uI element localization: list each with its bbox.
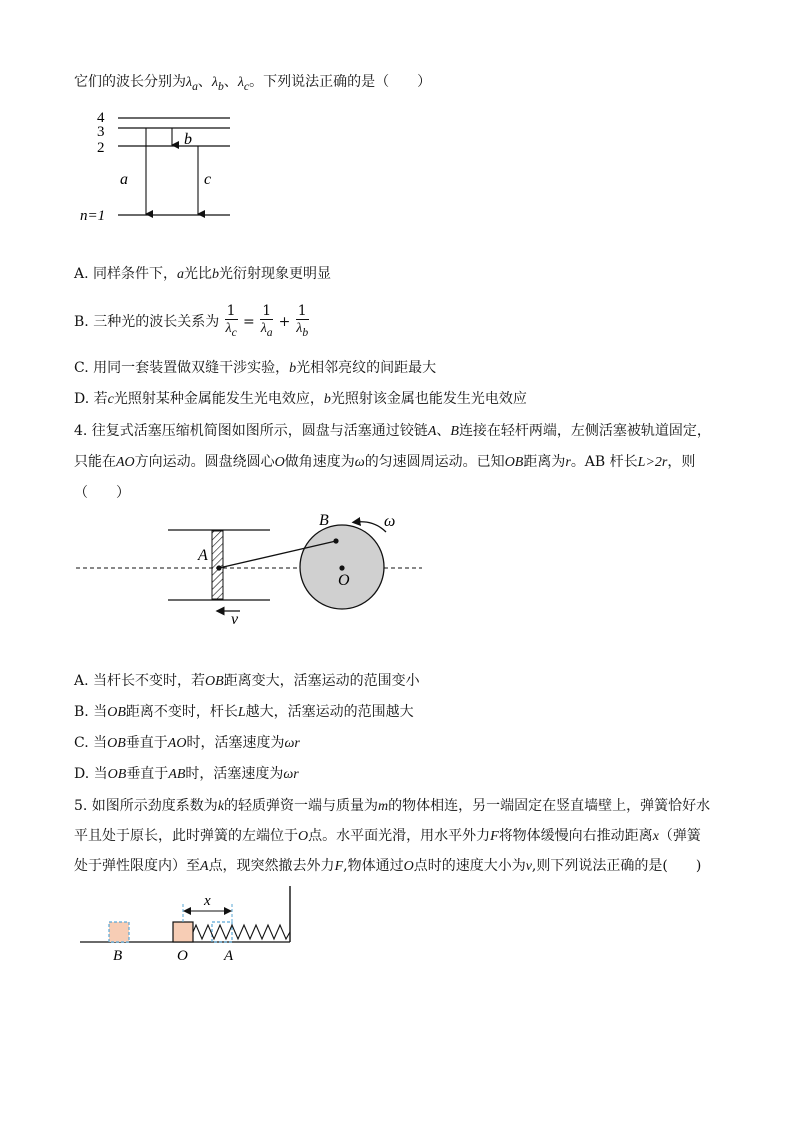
q3-option-c: C. 用同一套装置做双缝干涉实验，b光相邻亮纹的间距最大 xyxy=(74,360,437,376)
q5-stem-line3: 处于弹性限度内）至A点，现突然撤去外力F,物体通过O点时的速度大小为v,则下列说法正确的是( ) xyxy=(74,858,702,874)
label-a: A xyxy=(224,948,234,964)
piston-compressor-diagram xyxy=(74,508,434,630)
q4-stem-line2: 只能在AO方向运动。圆盘绕圆心O做角速度为ω的匀速圆周运动。已知OB距离为r。AB 杆长L>2r，则 xyxy=(74,454,696,470)
level-4-label: 4 xyxy=(97,110,105,126)
center-o xyxy=(339,565,344,570)
arrow-c-label: c xyxy=(204,171,212,188)
spring xyxy=(193,925,290,939)
label-omega: ω xyxy=(384,513,396,530)
label-a: A xyxy=(198,547,208,564)
q4-stem-line1: 4. 往复式活塞压缩机简图如图所示，圆盘与活塞通过铰链A、B连接在轻杆两端，左侧活塞被轨道固定， xyxy=(74,423,711,439)
block-at-b xyxy=(109,922,129,942)
level-1-label: n=1 xyxy=(80,208,106,224)
label-b: B xyxy=(319,512,329,529)
label-o: O xyxy=(177,948,188,964)
q3-option-d: D. 若c光照射某种金属能发生光电效应，b光照射该金属也能发生光电效应 xyxy=(74,391,527,407)
fraction-lambda-c: $\frac{1}{\lambda_c}$ xyxy=(225,303,237,339)
spring-block-diagram xyxy=(78,884,298,964)
label-v: v xyxy=(231,611,239,628)
fraction-lambda-b: $\frac{1}{\lambda_b}$ xyxy=(296,303,309,339)
q4-option-c: C. 当OB垂直于AO时，活塞速度为ωr xyxy=(74,735,300,751)
level-3-label: 3 xyxy=(97,124,105,140)
label-x: x xyxy=(204,893,211,909)
arrow-b-label: b xyxy=(184,131,192,148)
label-o: O xyxy=(338,572,350,589)
energy-level-diagram xyxy=(80,104,250,226)
arrow-a-label: a xyxy=(120,171,128,188)
q4-stem-line3: （ ） xyxy=(74,485,130,501)
q4-option-a: A. 当杆长不变时，若OB距离变大，活塞运动的范围变小 xyxy=(74,673,420,689)
q3-intro: 它们的波长分别为$\lambda_a$、$\lambda_b$、$\lambda_c$。下列说法正确的是（ ） xyxy=(74,74,432,93)
piston xyxy=(212,531,223,599)
q4-option-d: D. 当OB垂直于AB时，活塞速度为ωr xyxy=(74,766,299,782)
level-2-label: 2 xyxy=(97,140,105,156)
fraction-lambda-a: $\frac{1}{\lambda_a}$ xyxy=(260,303,273,339)
q5-stem-line1: 5. 如图所示劲度系数为k的轻质弹资一端与质量为m的物体相连，另一端固定在竖直墙壁上，弹簧恰好水 xyxy=(74,798,711,814)
label-b: B xyxy=(113,948,123,964)
q3-option-a: A. 同样条件下，a光比b光衍射现象更明显 xyxy=(74,266,332,282)
q4-option-b: B. 当OB距离不变时，杆长L越大，活塞运动的范围越大 xyxy=(74,704,414,720)
q5-stem-line2: 平且处于原长，此时弹簧的左端位于O点。水平面光滑，用水平外力F将物体缓慢向右推动距离x（弹簧 xyxy=(74,828,701,844)
q3-option-b: B. 三种光的波长关系为 $\frac{1}{\lambda_c}$ = $\frac{1}{\lambda_a}$ + $\frac{1}{\lambda_b}$ xyxy=(74,303,309,339)
block-at-o xyxy=(173,922,193,942)
hinge-b xyxy=(333,538,338,543)
hinge-a xyxy=(216,565,221,570)
